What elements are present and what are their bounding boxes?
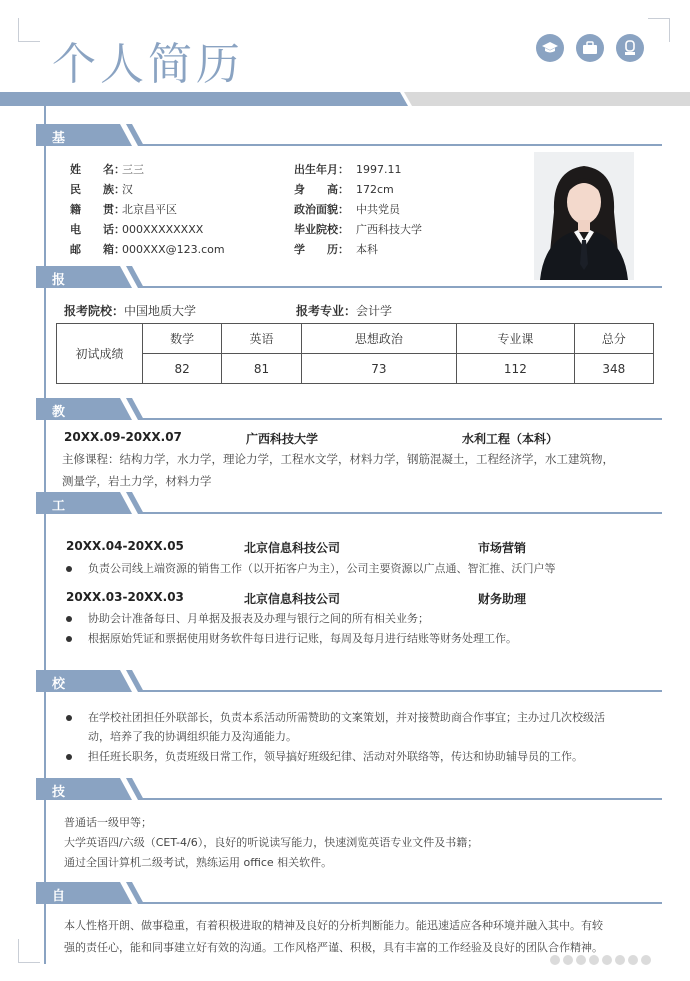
campus-item: 在学校社团担任外联部长，负责本系活动所需赞助的文案策划，并对接赞助商合作事宜；主办过几次校级活 [66,709,605,725]
work1-company: 北京信息科技公司 [244,541,341,555]
subject-english: 英语 [222,324,301,354]
self-eval-line2: 强的责任心，能和同事建立好有效的沟通。工作风格严谨、积极，具有丰富的工作经验及良好的团队合作精神。 [64,941,603,954]
subject-major: 专业课 [457,324,574,354]
score-major: 112 [457,354,574,384]
corner-decoration [18,939,19,963]
score-english: 81 [222,354,301,384]
work1-item: 负责公司线上端资源的销售工作（以开拓客户为主），公司主要资源以广点通、智汇推、沃门户等 [66,560,556,576]
watermark-decoration [550,955,670,971]
skill-item: 通过全国计算机二级考试，熟练运用 office 相关软件。 [64,856,333,869]
apply-school-line: 报考院校：中国地质大学 [64,304,197,318]
campus-item-continued: 动，培养了我的协调组织能力及沟通能力。 [88,730,297,743]
corner-decoration [648,18,670,19]
edu-school: 广西科技大学 [246,432,319,446]
apply-major-line: 报考专业：会计学 [296,304,393,318]
info-birth: 出生年月： 1997.11 [294,163,402,176]
info-height: 身 高： 172cm [294,183,394,196]
subject-math: 数学 [143,324,222,354]
info-university: 毕业院校： 广西科技大学 [294,223,422,236]
graduation-cap-icon [536,34,564,62]
corner-decoration [669,18,670,42]
score-total: 348 [574,354,653,384]
corner-decoration [18,18,19,42]
work2-item: 根据原始凭证和票据使用财务软件每日进行记账，每周及每月进行结账等财务处理工作。 [66,630,517,646]
score-row-label: 初试成绩 [57,324,143,384]
edu-courses-line2: 测量学，岩土力学，材料力学 [62,474,212,488]
edu-period: 20XX.09-20XX.07 [64,430,182,444]
score-table [56,323,654,384]
info-native-place: 籍 贯：北京昌平区 [70,203,177,216]
edu-major: 水利工程（本科） [462,432,559,446]
corner-decoration [18,962,40,963]
work2-role: 财务助理 [478,592,527,606]
briefcase-icon [576,34,604,62]
self-eval-line1: 本人性格开朗、做事稳重，有着积极进取的精神及良好的分析判断能力。能迅速适应各种环境并融入其中。有较 [64,919,603,932]
info-phone: 电 话：000XXXXXXXX [70,223,204,236]
skill-item: 大学英语四/六级（CET-4/6），良好的听说读写能力，快速浏览英语专业文件及书籍； [64,836,479,849]
work1-period: 20XX.04-20XX.05 [66,539,184,553]
score-math: 82 [143,354,222,384]
subject-total: 总分 [574,324,653,354]
award-icon [616,34,644,62]
profile-photo [534,152,634,280]
score-politics: 73 [301,354,456,384]
corner-decoration [18,41,40,42]
header-icons [536,34,644,62]
subject-politics: 思想政治 [301,324,456,354]
info-ethnicity: 民 族：汉 [70,183,133,196]
page-title: 个人简历 [52,39,244,90]
info-email: 邮 箱：000XXX@123.com [70,243,225,256]
work2-item: 协助会计准备每日、月单据及报表及办理与银行之间的所有相关业务； [66,610,429,626]
edu-courses-line1: 主修课程：结构力学，水力学，理论力学，工程水文学，材料力学，钢筋混凝土，工程经济学，水工建筑物， [62,452,614,466]
info-political: 政治面貌： 中共党员 [294,203,400,216]
work2-company: 北京信息科技公司 [244,592,341,606]
skill-item: 普通话一级甲等； [64,816,152,829]
info-degree: 学 历： 本科 [294,243,378,256]
header-band [0,92,690,106]
left-timeline-rule [44,104,46,964]
info-name: 姓 名：三三 [70,163,144,176]
campus-item: 担任班长职务，负责班级日常工作，领导搞好班级纪律、活动对外联络等，传达和协助辅导员的工作。 [66,748,583,764]
work2-period: 20XX.03-20XX.03 [66,590,184,604]
work1-role: 市场营销 [478,541,527,555]
